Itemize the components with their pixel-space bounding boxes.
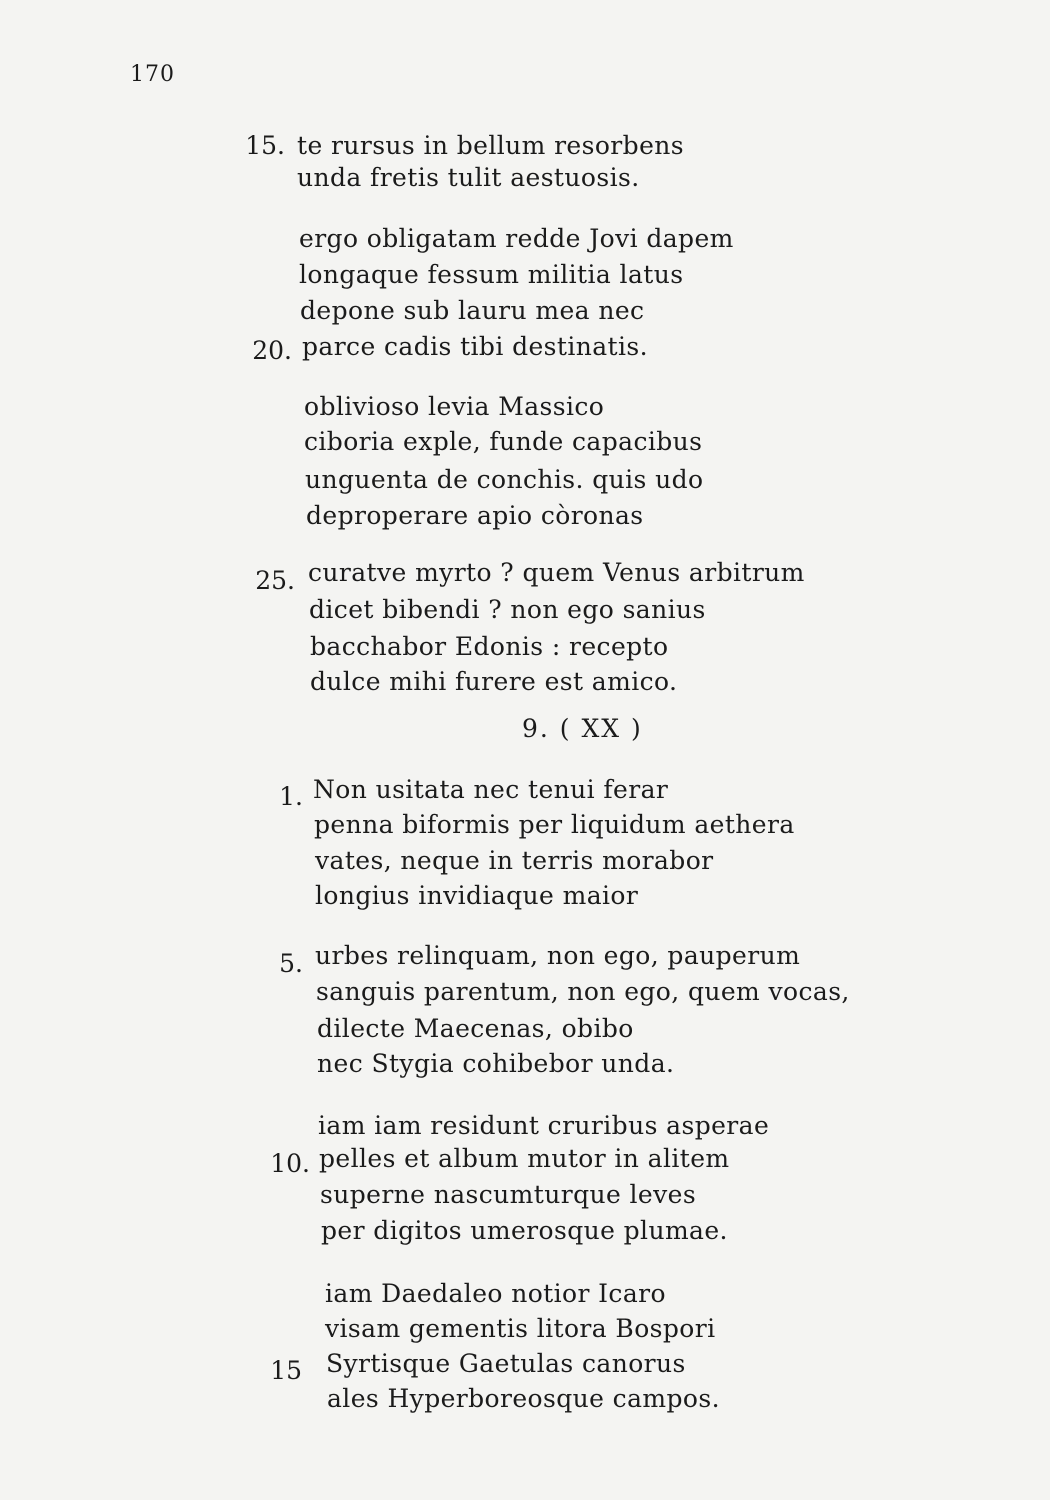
page-number: 170	[130, 62, 175, 87]
verse-line: dulce mihi furere est amico.	[310, 667, 678, 696]
line-number: 25.	[255, 566, 295, 595]
verse-line: deproperare apio còronas	[306, 501, 644, 530]
verse-line: sanguis parentum, non ego, quem vocas,	[316, 977, 850, 1006]
verse-line: penna biformis per liquidum aethera	[314, 810, 795, 839]
verse-line: longius invidiaque maior	[315, 881, 639, 910]
line-number: 1.	[279, 782, 303, 811]
verse-line: bacchabor Edonis : recepto	[310, 632, 669, 661]
verse-line: ales Hyperboreosque campos.	[327, 1384, 720, 1413]
verse-line: iam Daedaleo notior Icaro	[325, 1279, 666, 1308]
verse-line: dicet bibendi ? non ego sanius	[309, 595, 706, 624]
line-number: 10.	[270, 1149, 310, 1178]
verse-line: ergo obligatam redde Jovi dapem	[299, 224, 734, 253]
verse-line: dilecte Maecenas, obibo	[317, 1014, 634, 1043]
verse-line: Syrtisque Gaetulas canorus	[326, 1349, 686, 1378]
verse-line: per digitos umerosque plumae.	[321, 1216, 728, 1245]
verse-line: longaque fessum militia latus	[299, 260, 684, 289]
verse-line: visam gementis litora Bospori	[325, 1314, 716, 1343]
verse-line: urbes relinquam, non ego, pauperum	[315, 941, 801, 970]
line-number: 15	[270, 1356, 302, 1385]
verse-line: iam iam residunt cruribus asperae	[318, 1111, 770, 1140]
line-number: 15.	[245, 131, 285, 160]
verse-line: te rursus in bellum resorbens	[297, 131, 684, 160]
poem-heading: 9. ( XX )	[522, 714, 643, 743]
verse-line: unguenta de conchis. quis udo	[305, 465, 704, 494]
verse-line: Non usitata nec tenui ferar	[313, 775, 669, 804]
line-number: 20.	[252, 336, 292, 365]
verse-line: ciboria exple, funde capacibus	[304, 427, 703, 456]
verse-line: depone sub lauru mea nec	[300, 296, 645, 325]
verse-line: oblivioso levia Massico	[304, 392, 605, 421]
verse-line: vates, neque in terris morabor	[315, 846, 714, 875]
verse-line: unda fretis tulit aestuosis.	[297, 163, 640, 192]
verse-line: superne nascumturque leves	[320, 1180, 697, 1209]
verse-line: nec Stygia cohibebor unda.	[317, 1049, 675, 1078]
verse-line: pelles et album mutor in alitem	[319, 1144, 730, 1173]
line-number: 5.	[279, 949, 303, 978]
verse-line: curatve myrto ? quem Venus arbitrum	[308, 558, 805, 587]
verse-line: parce cadis tibi destinatis.	[302, 332, 648, 361]
